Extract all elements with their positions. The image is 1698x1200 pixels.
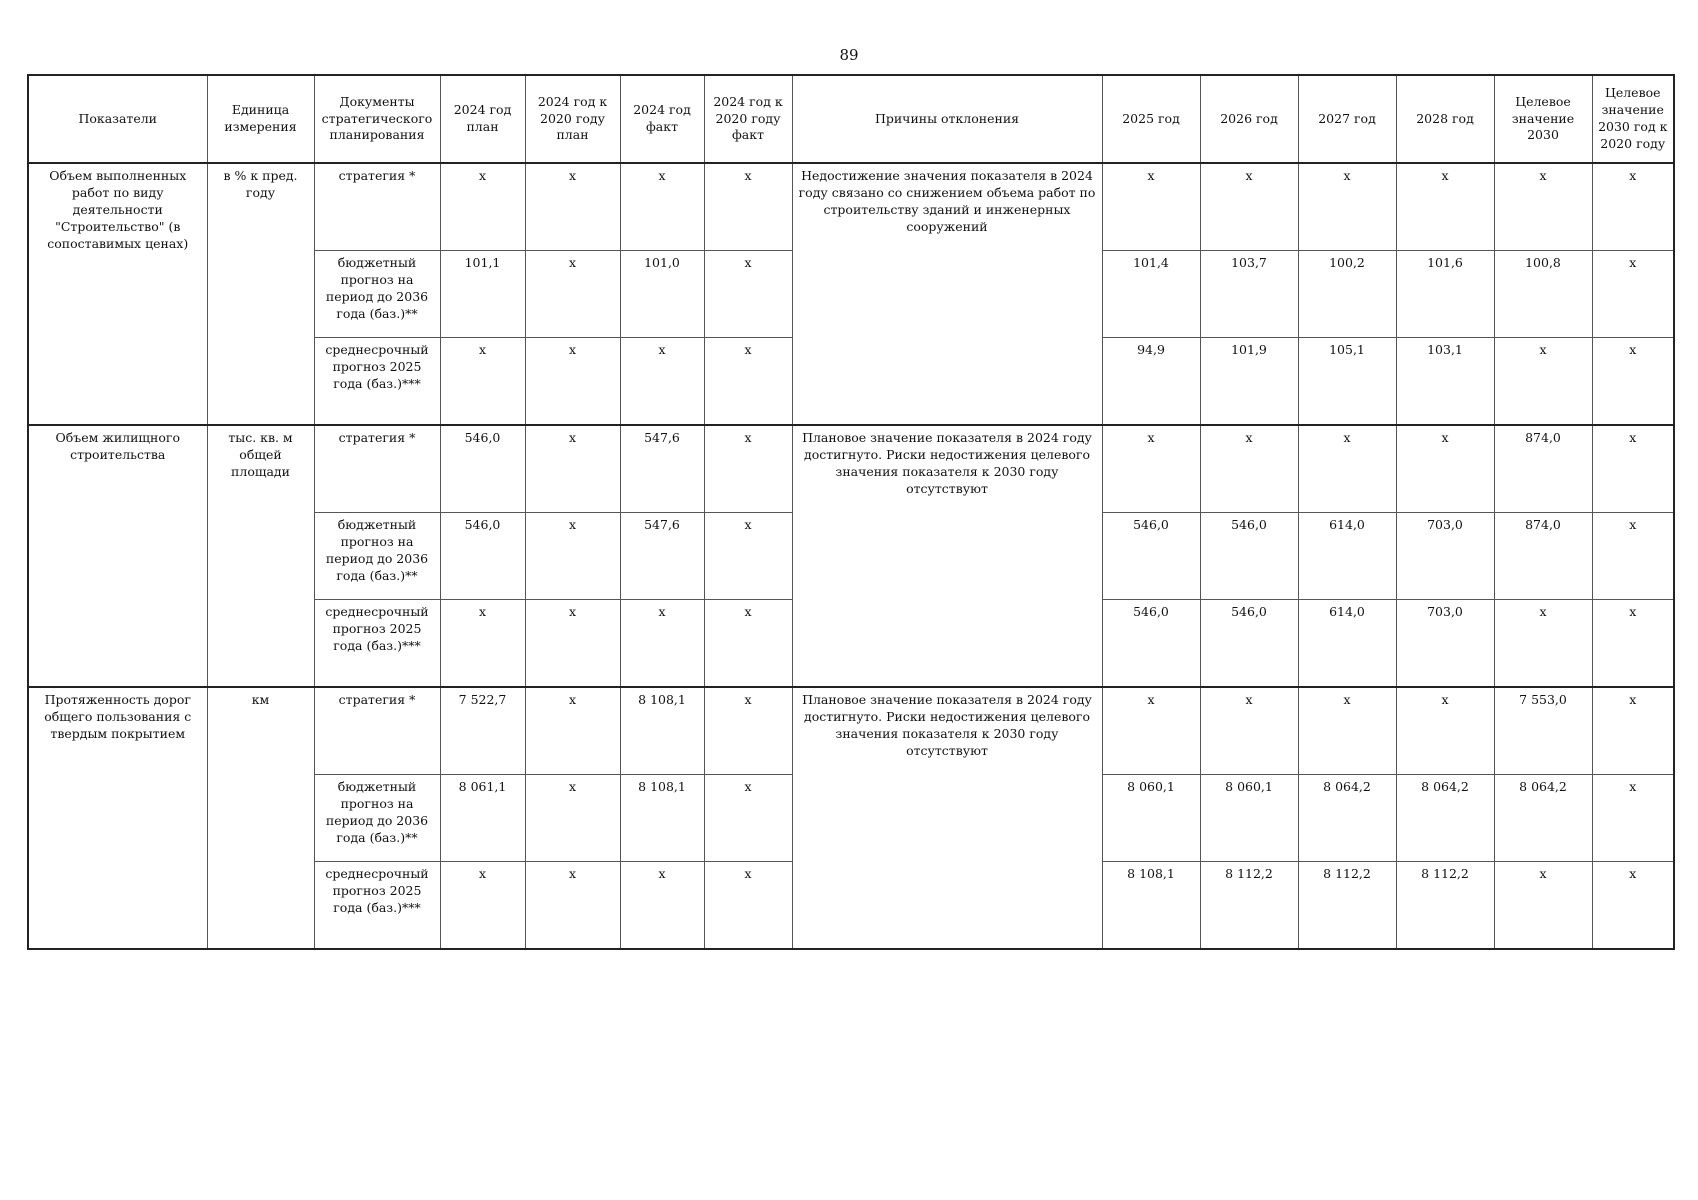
col-header-2027: 2027 год: [1298, 75, 1396, 163]
cell-2027: 614,0: [1298, 600, 1396, 688]
deviation-reason: Недостижение значения показателя в 2024 году связано со снижением объема работ по строительству зданий и инженерных сооружений: [792, 163, 1102, 425]
cell-2025: 546,0: [1102, 600, 1200, 688]
cell-2026: 103,7: [1200, 251, 1298, 338]
cell-plan-2024-to-2020: x: [525, 338, 620, 426]
cell-fact-2024: 547,6: [620, 425, 704, 513]
cell-2026: x: [1200, 163, 1298, 251]
cell-target-2030: x: [1494, 600, 1592, 688]
cell-2025: x: [1102, 425, 1200, 513]
cell-2027: 614,0: [1298, 513, 1396, 600]
cell-fact-2024-to-2020: x: [704, 775, 792, 862]
cell-2025: 101,4: [1102, 251, 1200, 338]
cell-plan-2024-to-2020: x: [525, 775, 620, 862]
col-header-2028: 2028 год: [1396, 75, 1494, 163]
cell-2028: 8 112,2: [1396, 862, 1494, 950]
cell-fact-2024-to-2020: x: [704, 862, 792, 950]
cell-fact-2024: x: [620, 862, 704, 950]
indicator-name: Объем жилищного строительства: [28, 425, 207, 687]
cell-fact-2024: x: [620, 163, 704, 251]
cell-2025: 8 060,1: [1102, 775, 1200, 862]
page-number: 89: [839, 46, 859, 64]
cell-2025: 94,9: [1102, 338, 1200, 426]
col-header-plan-2024: 2024 год план: [440, 75, 525, 163]
cell-plan-2024-to-2020: x: [525, 163, 620, 251]
cell-target-2030-to-2020: x: [1592, 687, 1674, 775]
cell-2027: x: [1298, 687, 1396, 775]
col-header-reasons: Причины отклонения: [792, 75, 1102, 163]
cell-fact-2024-to-2020: x: [704, 338, 792, 426]
cell-plan-2024-to-2020: x: [525, 600, 620, 688]
cell-fact-2024-to-2020: x: [704, 425, 792, 513]
cell-2028: x: [1396, 425, 1494, 513]
cell-2026: x: [1200, 425, 1298, 513]
col-header-fact-2024-to-2020: 2024 год к 2020 году факт: [704, 75, 792, 163]
cell-target-2030: 874,0: [1494, 513, 1592, 600]
cell-fact-2024-to-2020: x: [704, 600, 792, 688]
cell-target-2030: x: [1494, 862, 1592, 950]
indicator-unit: в % к пред. году: [207, 163, 314, 425]
col-header-indicators: Показатели: [28, 75, 207, 163]
planning-document: среднесрочный прогноз 2025 года (баз.)***: [314, 862, 440, 950]
cell-target-2030: x: [1494, 163, 1592, 251]
col-header-docs: Документы стратегического планирования: [314, 75, 440, 163]
cell-target-2030: 7 553,0: [1494, 687, 1592, 775]
cell-2028: 703,0: [1396, 600, 1494, 688]
cell-2028: 103,1: [1396, 338, 1494, 426]
cell-2028: 8 064,2: [1396, 775, 1494, 862]
cell-fact-2024: 8 108,1: [620, 687, 704, 775]
cell-2027: 8 112,2: [1298, 862, 1396, 950]
cell-2025: x: [1102, 687, 1200, 775]
cell-2026: 8 060,1: [1200, 775, 1298, 862]
cell-plan-2024: 546,0: [440, 425, 525, 513]
cell-2027: x: [1298, 163, 1396, 251]
cell-plan-2024: 101,1: [440, 251, 525, 338]
indicators-table: [27, 74, 1675, 950]
cell-2028: 703,0: [1396, 513, 1494, 600]
cell-2028: x: [1396, 687, 1494, 775]
cell-target-2030-to-2020: x: [1592, 775, 1674, 862]
cell-fact-2024-to-2020: x: [704, 163, 792, 251]
cell-plan-2024-to-2020: x: [525, 687, 620, 775]
cell-target-2030: 100,8: [1494, 251, 1592, 338]
cell-target-2030-to-2020: x: [1592, 251, 1674, 338]
table-row: [28, 163, 1674, 251]
planning-document: стратегия *: [314, 687, 440, 775]
cell-2025: 8 108,1: [1102, 862, 1200, 950]
cell-2026: 8 112,2: [1200, 862, 1298, 950]
cell-plan-2024: x: [440, 600, 525, 688]
planning-document: среднесрочный прогноз 2025 года (баз.)***: [314, 600, 440, 688]
planning-document: бюджетный прогноз на период до 2036 года (баз.)**: [314, 251, 440, 338]
indicator-unit: тыс. кв. м общей площади: [207, 425, 314, 687]
col-header-fact-2024: 2024 год факт: [620, 75, 704, 163]
cell-2025: 546,0: [1102, 513, 1200, 600]
cell-2026: x: [1200, 687, 1298, 775]
cell-fact-2024-to-2020: x: [704, 513, 792, 600]
cell-2026: 101,9: [1200, 338, 1298, 426]
col-header-target-2030: Целевое значение 2030: [1494, 75, 1592, 163]
cell-plan-2024-to-2020: x: [525, 425, 620, 513]
planning-document: среднесрочный прогноз 2025 года (баз.)***: [314, 338, 440, 426]
cell-fact-2024: x: [620, 338, 704, 426]
planning-document: стратегия *: [314, 163, 440, 251]
cell-plan-2024: 546,0: [440, 513, 525, 600]
cell-fact-2024: 547,6: [620, 513, 704, 600]
table-row: [28, 687, 1674, 775]
planning-document: бюджетный прогноз на период до 2036 года (баз.)**: [314, 513, 440, 600]
table-body: [28, 163, 1674, 949]
indicator-name: Протяженность дорог общего пользования с твердым покрытием: [28, 687, 207, 949]
cell-fact-2024-to-2020: x: [704, 251, 792, 338]
deviation-reason: Плановое значение показателя в 2024 году достигнуто. Риски недостижения целевого значения показателя к 2030 году отсутствуют: [792, 687, 1102, 949]
cell-target-2030-to-2020: x: [1592, 338, 1674, 426]
cell-fact-2024: x: [620, 600, 704, 688]
header-row: [28, 75, 1674, 163]
cell-fact-2024-to-2020: x: [704, 687, 792, 775]
cell-2028: 101,6: [1396, 251, 1494, 338]
col-header-2025: 2025 год: [1102, 75, 1200, 163]
cell-target-2030-to-2020: x: [1592, 513, 1674, 600]
col-header-unit: Единица измерения: [207, 75, 314, 163]
indicator-unit: км: [207, 687, 314, 949]
col-header-plan-2024-to-2020: 2024 год к 2020 году план: [525, 75, 620, 163]
cell-plan-2024-to-2020: x: [525, 862, 620, 950]
cell-plan-2024: 8 061,1: [440, 775, 525, 862]
cell-2026: 546,0: [1200, 600, 1298, 688]
cell-fact-2024: 101,0: [620, 251, 704, 338]
cell-2028: x: [1396, 163, 1494, 251]
cell-2027: 100,2: [1298, 251, 1396, 338]
deviation-reason: Плановое значение показателя в 2024 году достигнуто. Риски недостижения целевого значения показателя к 2030 году отсутствуют: [792, 425, 1102, 687]
cell-plan-2024: x: [440, 862, 525, 950]
col-header-target-2030-to-2020: Целевое значение 2030 год к 2020 году: [1592, 75, 1674, 163]
cell-target-2030-to-2020: x: [1592, 425, 1674, 513]
cell-2027: 105,1: [1298, 338, 1396, 426]
cell-plan-2024: x: [440, 163, 525, 251]
cell-target-2030-to-2020: x: [1592, 862, 1674, 950]
cell-plan-2024-to-2020: x: [525, 513, 620, 600]
table-row: [28, 425, 1674, 513]
cell-target-2030: 874,0: [1494, 425, 1592, 513]
table-header: [28, 75, 1674, 163]
cell-plan-2024: x: [440, 338, 525, 426]
cell-fact-2024: 8 108,1: [620, 775, 704, 862]
cell-2026: 546,0: [1200, 513, 1298, 600]
cell-2027: 8 064,2: [1298, 775, 1396, 862]
cell-plan-2024-to-2020: x: [525, 251, 620, 338]
planning-document: стратегия *: [314, 425, 440, 513]
cell-target-2030-to-2020: x: [1592, 163, 1674, 251]
cell-plan-2024: 7 522,7: [440, 687, 525, 775]
cell-target-2030: x: [1494, 338, 1592, 426]
cell-target-2030: 8 064,2: [1494, 775, 1592, 862]
cell-2027: x: [1298, 425, 1396, 513]
indicator-name: Объем выполненных работ по виду деятельности "Строительство" (в сопоставимых ценах): [28, 163, 207, 425]
planning-document: бюджетный прогноз на период до 2036 года (баз.)**: [314, 775, 440, 862]
col-header-2026: 2026 год: [1200, 75, 1298, 163]
cell-target-2030-to-2020: x: [1592, 600, 1674, 688]
cell-2025: x: [1102, 163, 1200, 251]
